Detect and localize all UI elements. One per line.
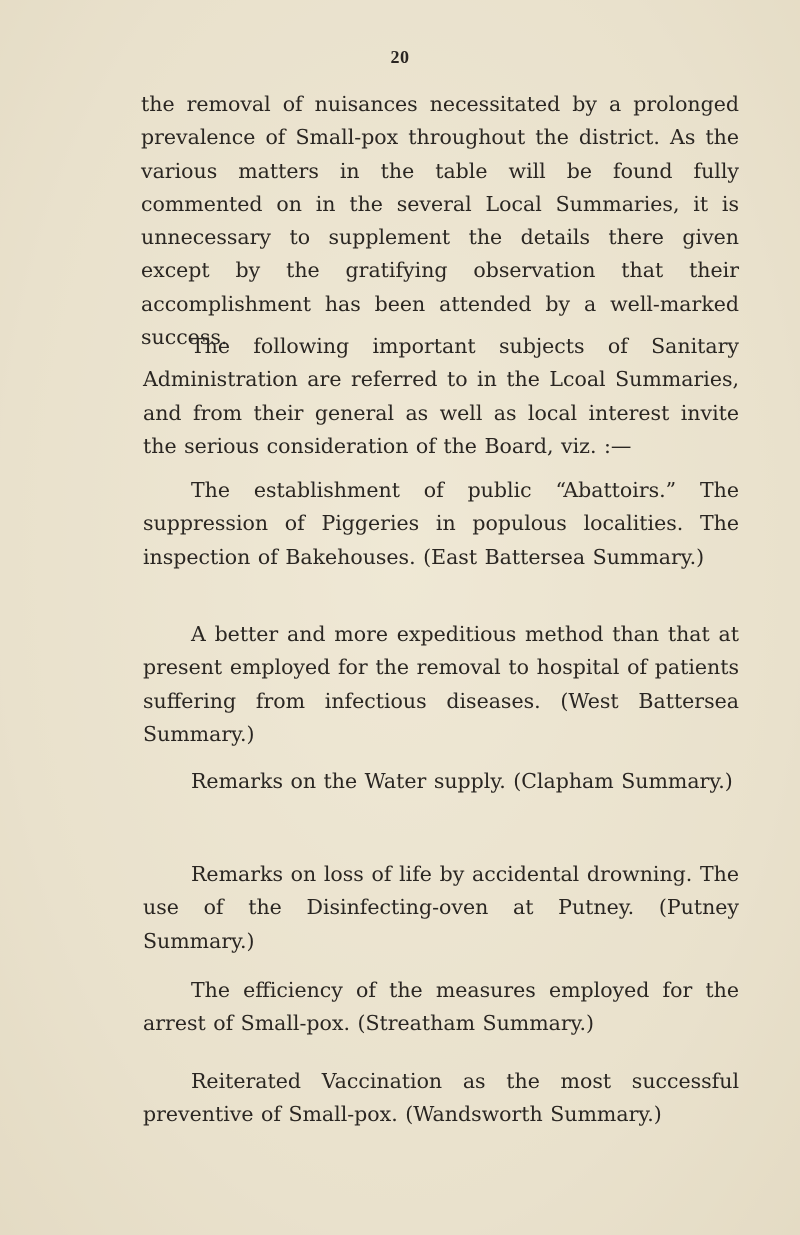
paragraph-text: Remarks on the Water supply. (Clapham Summary.) — [191, 769, 733, 793]
paragraph-text: The following important subjects of Sanitary Administration are referred to in the Lcoal Summaries, and from their general as well as local interest invite the serious consideration of the Board, viz. :— — [143, 334, 739, 458]
paragraph-text: Reiterated Vaccination as the most successful preventive of Small-pox. (Wandsworth Summary.) — [143, 1069, 739, 1127]
paragraph-putney — [143, 858, 739, 958]
paragraph-text: A better and more expeditious method than that at present employed for the removal to hospital of patients suffering from infectious diseases. (West Battersea Summary.) — [143, 622, 739, 746]
paragraph-text: the removal of nuisances necessitated by a prolonged prevalence of Small-pox throughout the district. As the various matters in the table will be found fully commented on in the several Local Summaries, it is unnecessary to supplement the details there given except by the gratifying observation that their accomplishment has been attended by a well-marked success. — [141, 92, 739, 350]
paragraph-streatham — [143, 974, 739, 1041]
paragraph-subjects-intro — [143, 330, 739, 463]
paragraph-text: The efficiency of the measures employed for the arrest of Small-pox. (Streatham Summary.) — [143, 978, 739, 1036]
page-number: 20 — [390, 47, 410, 67]
paragraph-east-battersea — [143, 474, 739, 574]
paragraph-text: The establishment of public “Abattoirs.” The suppression of Piggeries in populous localities. The inspection of Bakehouses. (East Battersea Summary.) — [143, 478, 739, 569]
paragraph-clapham — [143, 765, 739, 798]
paragraph-wandsworth — [143, 1065, 739, 1132]
paragraph-continuation — [141, 88, 739, 354]
paragraph-west-battersea — [143, 618, 739, 751]
paragraph-text: Remarks on loss of life by accidental drowning. The use of the Disinfecting-oven at Putney. (Putney Summary.) — [143, 862, 739, 953]
